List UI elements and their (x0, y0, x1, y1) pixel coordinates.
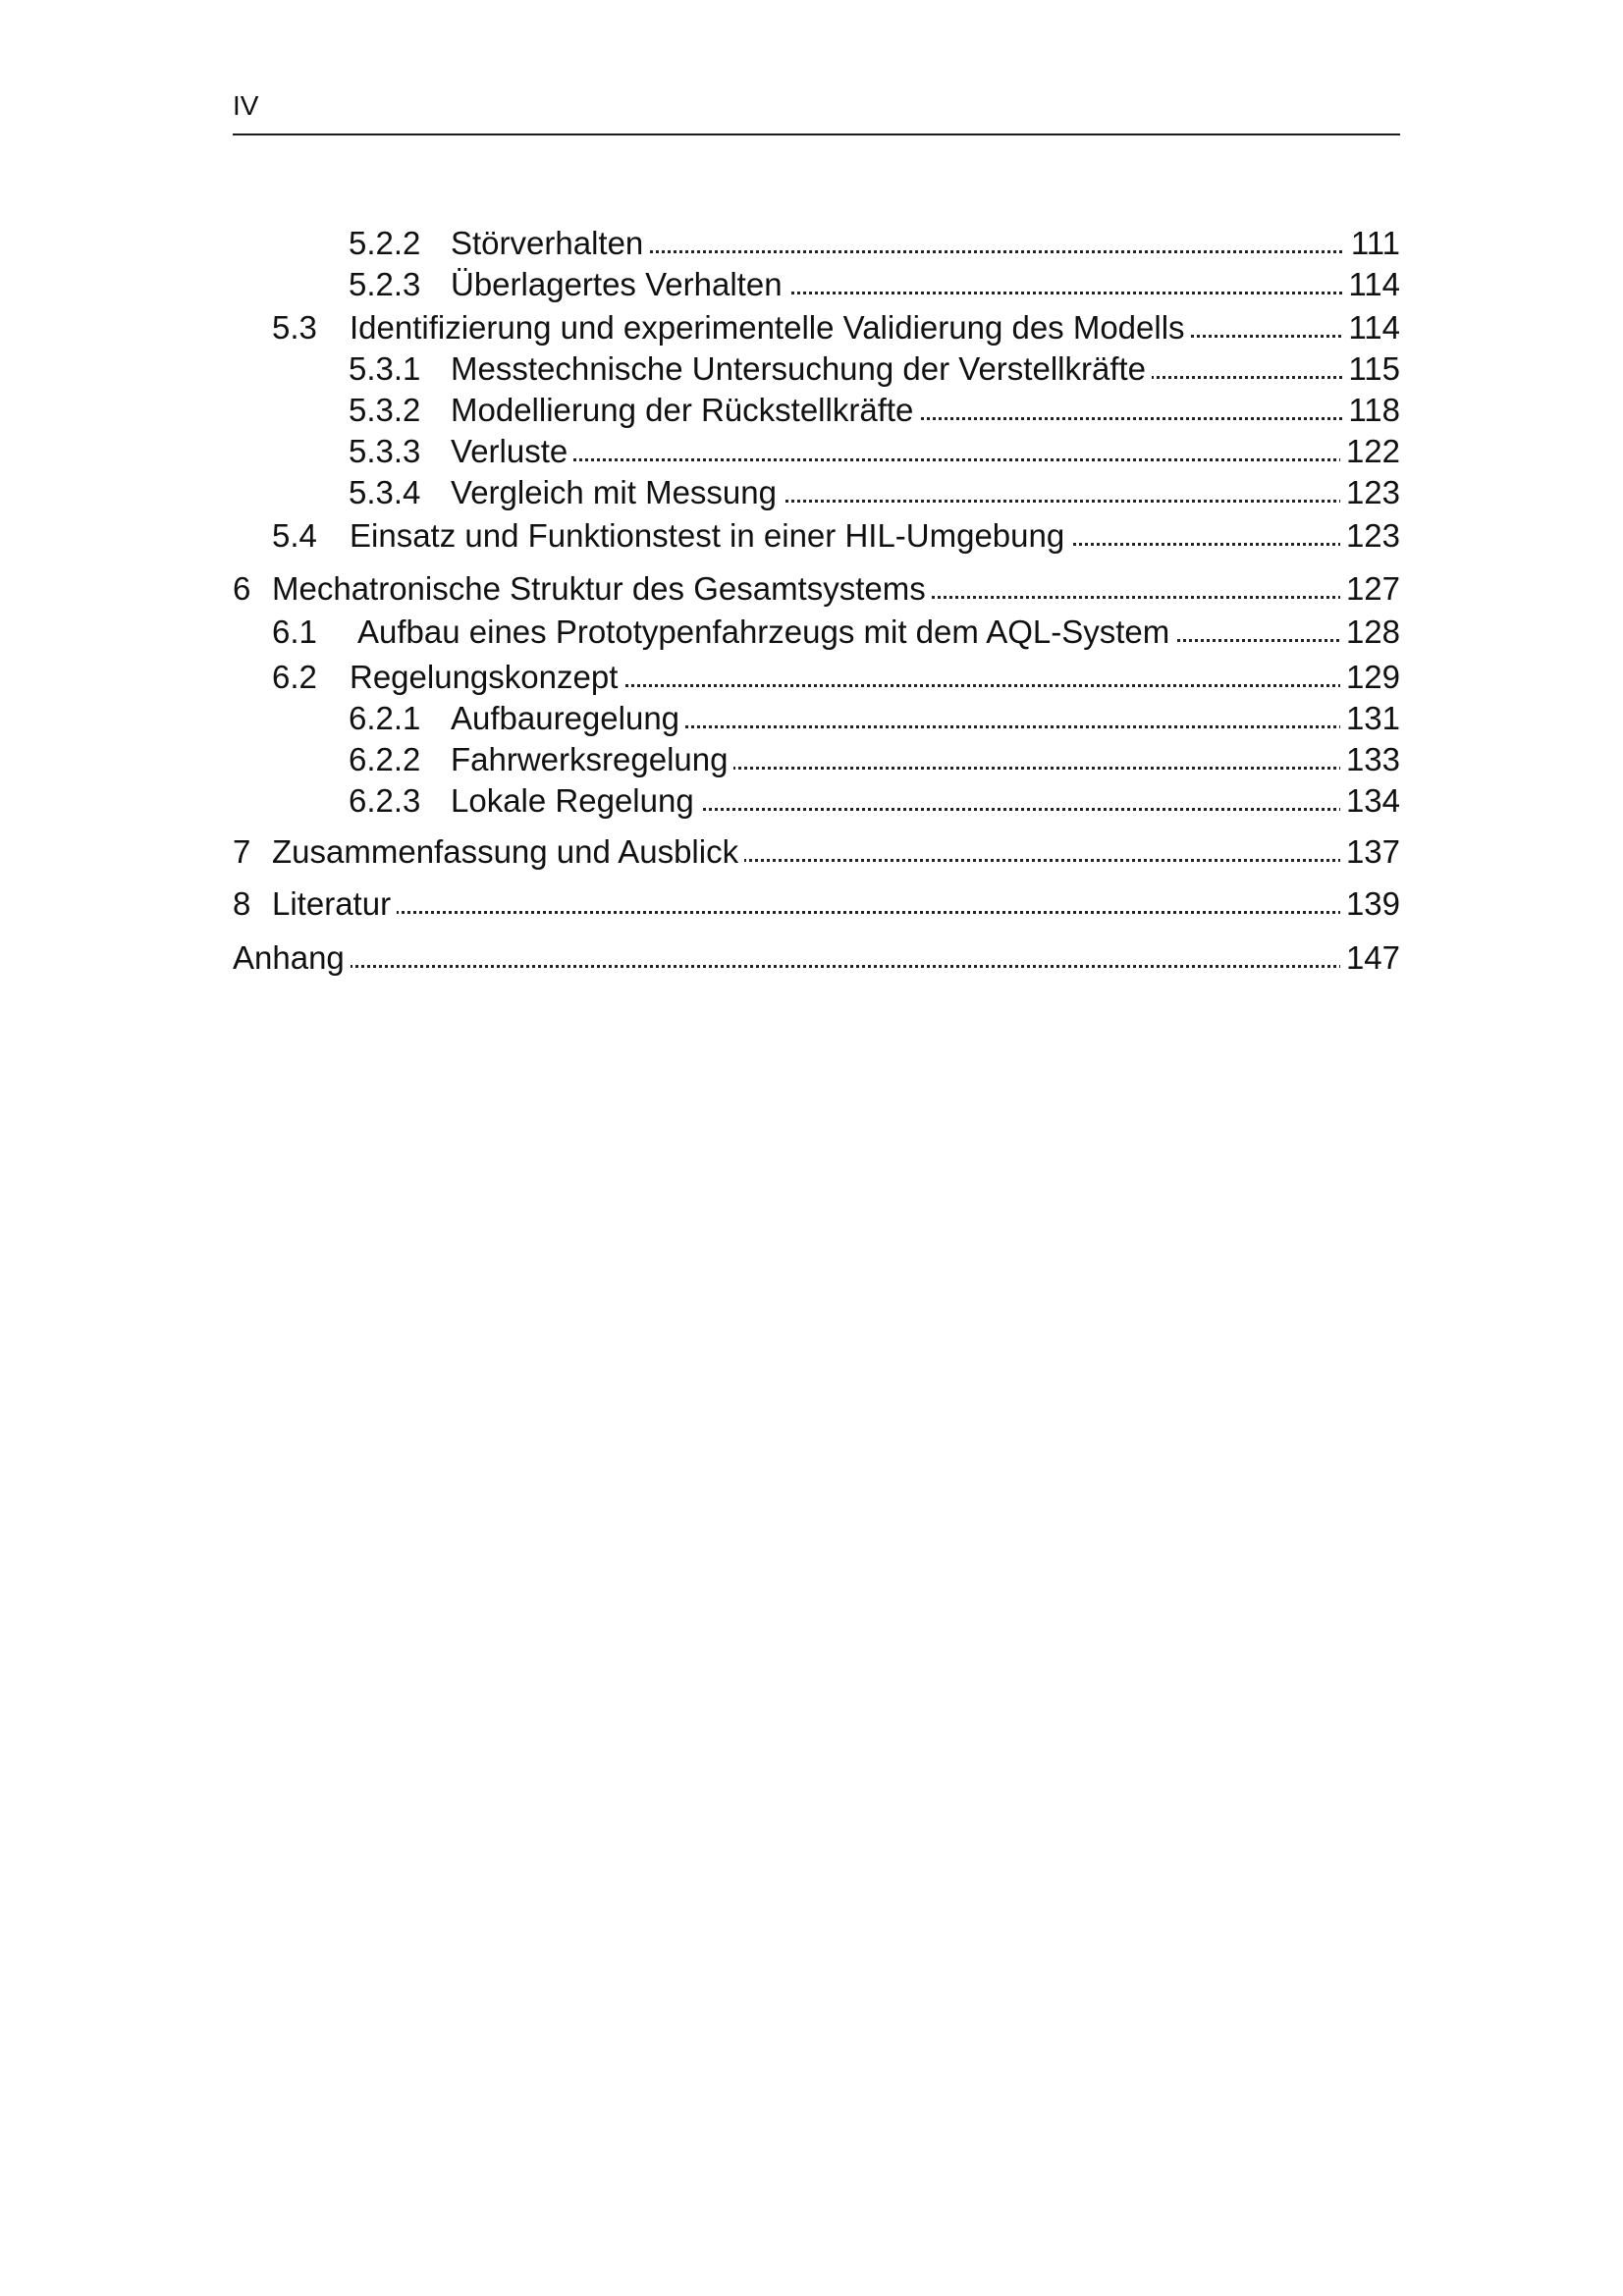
toc-entry-page: 134 (1340, 781, 1400, 821)
toc-entry-page: 115 (1342, 349, 1400, 389)
toc-entry-number: 5.2.2 (349, 225, 421, 261)
toc-entry-5-3-1[interactable] (233, 349, 1400, 389)
toc-entry-title: Aufbauregelung (451, 699, 685, 738)
toc-entry-6-2-3[interactable] (233, 781, 1400, 821)
toc-entry-5-3-3[interactable] (233, 432, 1400, 471)
toc-entry-title: Modellierung der Rückstellkräfte (451, 391, 919, 430)
toc-entry-page: 114 (1342, 308, 1400, 347)
toc-entry-5-3[interactable] (233, 308, 1400, 347)
toc-entry-title: Mechatronische Struktur des Gesamtsystems (272, 569, 932, 609)
toc-entry-title: Literatur (272, 884, 397, 924)
toc-entry-title: Überlagertes Verhalten (451, 265, 788, 304)
toc-entry-number: 5.3.4 (349, 474, 421, 510)
toc-entry-number: 8 (233, 885, 251, 922)
toc-entry-8[interactable] (233, 884, 1400, 924)
toc-entry-page: 131 (1340, 699, 1400, 738)
toc-entry-number: 6 (233, 570, 251, 607)
toc-entry-number: 5.2.3 (349, 266, 421, 302)
toc-entry-number: 6.2.1 (349, 700, 421, 736)
toc-entry-number: 6.2 (272, 659, 317, 695)
toc-entry-7[interactable] (233, 832, 1400, 872)
toc-entry-5-2-3[interactable] (233, 265, 1400, 304)
toc-entry-title: Identifizierung und experimentelle Validierung des Modells (350, 308, 1191, 347)
toc-entry-number: 6.2.3 (349, 782, 421, 819)
toc-entry-title: Einsatz und Funktionstest in einer HIL-Umgebung (350, 516, 1070, 556)
toc-entry-page: 118 (1342, 391, 1400, 430)
toc-entry-number: 7 (233, 833, 251, 870)
toc-entry-page: 122 (1340, 432, 1400, 471)
toc-entry-page: 114 (1342, 265, 1400, 304)
toc-entry-number: 5.3.2 (349, 392, 421, 428)
toc-entry-page: 128 (1340, 613, 1400, 652)
toc-leader-dots (272, 911, 1400, 914)
toc-entry-6-2-2[interactable] (233, 740, 1400, 779)
toc-entry-page: 147 (1340, 938, 1400, 978)
toc-entry-number: 5.4 (272, 517, 317, 554)
toc-entry-page: 133 (1340, 740, 1400, 779)
toc-entry-page: 123 (1340, 473, 1400, 512)
toc-entry-number: 5.3 (272, 309, 317, 346)
toc-entry-number: 5.3.3 (349, 433, 421, 469)
page-number: IV (233, 90, 259, 121)
toc-entry-title: Lokale Regelung (451, 781, 700, 821)
toc-entry-title: Verluste (451, 432, 573, 471)
toc-entry-5-3-2[interactable] (233, 391, 1400, 430)
toc-entry-6-2[interactable] (233, 658, 1400, 697)
table-of-contents (233, 0, 1400, 1080)
toc-leader-dots (233, 965, 1400, 968)
toc-entry-title: Aufbau eines Prototypenfahrzeugs mit dem AQL-System (357, 613, 1175, 652)
toc-entry-5-2-2[interactable] (233, 224, 1400, 263)
toc-entry-number: 5.3.1 (349, 350, 421, 387)
toc-entry-title: Fahrwerksregelung (451, 740, 733, 779)
toc-entry-title: Regelungskonzept (350, 658, 623, 697)
toc-entry-page: 127 (1340, 569, 1400, 609)
toc-entry-5-4[interactable] (233, 516, 1400, 556)
toc-entry-title: Störverhalten (451, 224, 649, 263)
toc-entry-6-2-1[interactable] (233, 699, 1400, 738)
toc-entry-title: Messtechnische Untersuchung der Verstellkräfte (451, 349, 1152, 389)
toc-entry-number: 6.2.2 (349, 741, 421, 777)
toc-entry-page: 139 (1340, 884, 1400, 924)
toc-entry-page: 111 (1345, 224, 1400, 263)
toc-entry-title: Anhang (233, 938, 351, 978)
toc-entry-title: Zusammenfassung und Ausblick (272, 832, 744, 872)
toc-entry-6[interactable] (233, 569, 1400, 609)
toc-entry-page: 129 (1340, 658, 1400, 697)
toc-entry-5-3-4[interactable] (233, 473, 1400, 512)
toc-entry-page: 123 (1340, 516, 1400, 556)
toc-entry-number: 6.1 (272, 614, 317, 650)
toc-entry-page: 137 (1340, 832, 1400, 872)
toc-leader-dots (451, 458, 1400, 461)
toc-entry-6-1[interactable] (233, 613, 1400, 652)
toc-entry-title: Vergleich mit Messung (451, 473, 783, 512)
toc-entry-anhang[interactable] (233, 938, 1400, 978)
